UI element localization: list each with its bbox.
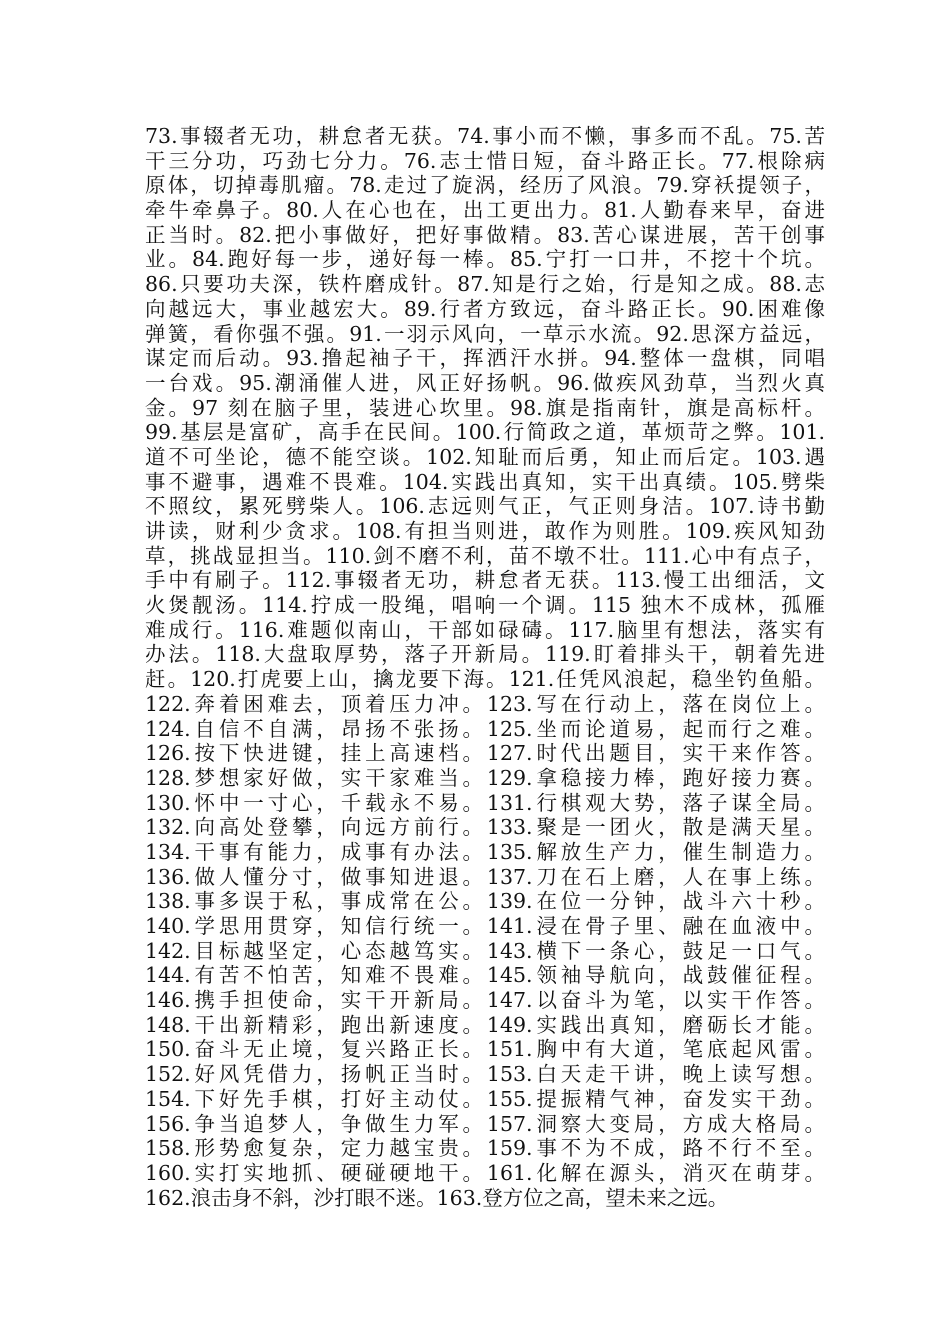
text-line: 134.干事有能力，成事有办法。135.解放生产力，催生制造力。 — [145, 839, 825, 864]
text-line: 122.奔着困难去，顶着压力冲。123.写在行动上，落在岗位上。 — [145, 691, 825, 716]
text-line: 弹簧，看你强不强。91.一羽示风向，一草示水流。92.思深方益远， — [145, 321, 825, 346]
text-line: 火煲靓汤。114.拧成一股绳，唱响一个调。115 独木不成林，孤雁 — [145, 593, 825, 618]
body-text — [145, 124, 825, 1210]
text-line: 牵牛牵鼻子。80.人在心也在，出工更出力。81.人勤春来早，奋进 — [145, 198, 825, 223]
text-line: 金。97 刻在脑子里，装进心坎里。98.旗是指南针，旗是高标杆。 — [145, 395, 825, 420]
text-line: 不照纹，累死劈柴人。106.志远则气正，气正则身洁。107.诗书勤 — [145, 494, 825, 519]
text-line: 128.梦想家好做，实干家难当。129.拿稳接力棒，跑好接力赛。 — [145, 765, 825, 790]
text-line: 难成行。116.难题似南山，干部如碌碡。117.脑里有想法，落实有 — [145, 617, 825, 642]
text-line: 154.下好先手棋，打好主动仗。155.提振精气神，奋发实干劲。 — [145, 1086, 825, 1111]
text-line: 146.携手担使命，实干开新局。147.以奋斗为笔，以实干作答。 — [145, 988, 825, 1013]
text-line: 草，挑战显担当。110.剑不磨不利，苗不墩不壮。111.心中有点子， — [145, 543, 825, 568]
text-line: 事不避事，遇难不畏难。104.实践出真知，实干出真绩。105.劈柴 — [145, 469, 825, 494]
text-line: 136.做人懂分寸，做事知进退。137.刀在石上磨，人在事上练。 — [145, 864, 825, 889]
text-line: 150.奋斗无止境，复兴路正长。151.胸中有大道，笔底起风雷。 — [145, 1037, 825, 1062]
text-line: 手中有刷子。112.事辍者无功，耕怠者无获。113.慢工出细活，文 — [145, 568, 825, 593]
text-line: 138.事多误于私，事成常在公。139.在位一分钟，战斗六十秒。 — [145, 889, 825, 914]
text-line: 148.干出新精彩，跑出新速度。149.实践出真知，磨砺长才能。 — [145, 1012, 825, 1037]
text-line: 142.目标越坚定，心态越笃实。143.横下一条心，鼓足一口气。 — [145, 938, 825, 963]
text-line: 原体，切掉毒肌瘤。78.走过了旋涡，经历了风浪。79.穿袄提领子， — [145, 173, 825, 198]
text-line: 162.浪击身不斜，沙打眼不迷。163.登方位之高，望未来之远。 — [145, 1185, 729, 1210]
text-line: 156.争当追梦人，争做生力军。157.洞察大变局，方成大格局。 — [145, 1111, 825, 1136]
text-line: 谋定而后动。93.撸起袖子干，挥洒汗水拼。94.整体一盘棋，同唱 — [145, 346, 825, 371]
text-line: 126.按下快进键，挂上高速档。127.时代出题目，实干来作答。 — [145, 741, 825, 766]
text-line: 124.自信不自满，昂扬不张扬。125.坐而论道易，起而行之难。 — [145, 716, 825, 741]
text-line: 144.有苦不怕苦，知难不畏难。145.领袖导航向，战鼓催征程。 — [145, 963, 825, 988]
text-line: 办法。118.大盘取厚势，落子开新局。119.盯着排头干，朝着先进 — [145, 642, 825, 667]
text-line: 158.形势愈复杂，定力越宝贵。159.事不为不成，路不行不至。 — [145, 1136, 825, 1161]
text-line: 140.学思用贯穿，知信行统一。141.浸在骨子里、融在血液中。 — [145, 914, 825, 938]
text-line: 130.怀中一寸心，千载永不易。131.行棋观大势，落子谋全局。 — [145, 790, 825, 815]
text-line: 干三分功，巧劲七分力。76.志士惜日短，奋斗路正长。77.根除病 — [145, 148, 825, 173]
text-line: 132.向高处登攀，向远方前行。133.聚是一团火，散是满天星。 — [145, 815, 825, 840]
text-line: 业。84.跑好每一步，递好每一棒。85.宁打一口井，不挖十个坑。 — [145, 247, 825, 272]
text-line: 99.基层是富矿，高手在民间。100.行简政之道，革烦苛之弊。101. — [145, 420, 825, 445]
text-line: 一台戏。95.潮涌催人进，风正好扬帆。96.做疾风劲草，当烈火真 — [145, 370, 825, 395]
text-line: 讲读，财利少贪求。108.有担当则进，敢作为则胜。109.疾风知劲 — [145, 519, 825, 543]
text-line: 160.实打实地抓、硬碰硬地干。161.化解在源头，消灭在萌芽。 — [145, 1160, 825, 1185]
text-line: 向越远大，事业越宏大。89.行者方致远，奋斗路正长。90.困难像 — [145, 296, 825, 321]
text-line: 道不可坐论，德不能空谈。102.知耻而后勇，知止而后定。103.遇 — [145, 444, 825, 469]
text-line: 正当时。82.把小事做好，把好事做精。83.苦心谋进展，苦干创事 — [145, 222, 825, 247]
text-line: 赶。120.打虎要上山，擒龙要下海。121.任凭风浪起，稳坐钓鱼船。 — [145, 667, 825, 692]
text-line: 152.好风凭借力，扬帆正当时。153.白天走干讲，晚上读写想。 — [145, 1062, 825, 1087]
text-line: 86.只要功夫深，铁杵磨成针。87.知是行之始，行是知之成。88.志 — [145, 272, 825, 297]
text-line: 73.事辍者无功，耕怠者无获。74.事小而不懒，事多而不乱。75.苦 — [145, 124, 825, 148]
